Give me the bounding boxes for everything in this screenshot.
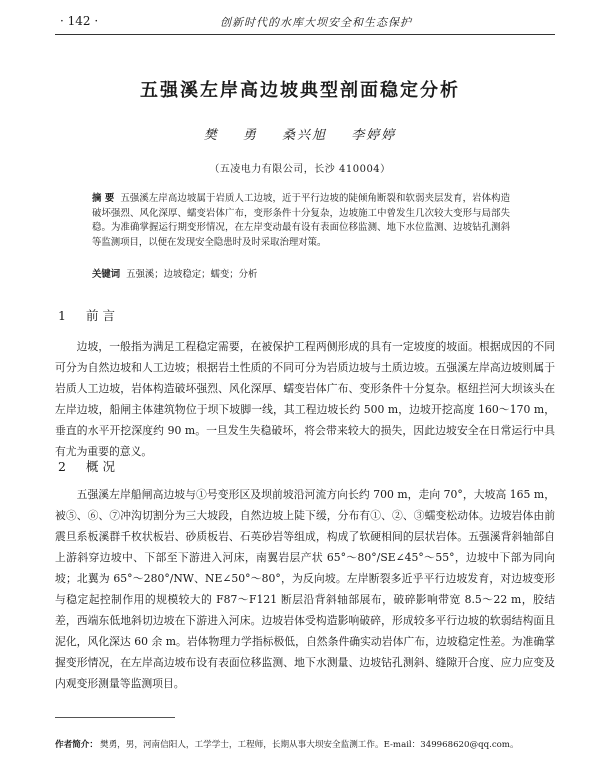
keywords-label: 关键词 xyxy=(92,269,121,280)
section-paragraph: 五强溪左岸船闸高边坡与①号变形区及坝前坡沿河流方向长约 700 m，走向 70°，大坡高 165 m，被⑤、⑥、⑦冲沟切割分为三大坡段，自然边坡上陡下缓，分布有①、②、③蠕变松动体。边坡岩体由前震旦系板溪群千枚状板岩、砂质板岩、石英砂岩等组成，构成了软硬相间的层状岩体。五强溪背斜轴部自上游斜穿边坡中、下部至下游进入河床，南翼岩层产状 65°～80°/SE∠45°～55°，边坡中下部为同向坡；北翼为 65°～280°/NW、NE∠50°～80°，为反向坡。左岸断裂多近乎平行边坡发育，对边坡变形与稳定起控制作用的规模较大的 F87～F121 断层沿背斜轴部展布，破碎影响带宽 8.5～22 m，胶结差，西端东低地斜切边坡在下游进入河床。边坡岩体受构造影响破碎，形成较多平行边坡的软弱结构面且泥化，风化深达 60 余 m。岩体物理力学指标极低，自然条件确实动岩体广布，边坡稳定性差。为准确掌握变形情况，在左岸高边坡布设有表面位移监测、地下水测量、边坡钻孔测斜、缝隙开合度、应力应变及内观变形测量等监测项目。 xyxy=(55,488,555,690)
abstract xyxy=(92,192,510,250)
page-number: · 142 · xyxy=(60,14,99,28)
footnote-text: 樊勇，男，河南信阳人，工学学士，工程师，长期从事大坝安全监测工作。E-mail：349968620@qq.com。 xyxy=(99,740,519,750)
abstract-text: 五强溪左岸高边坡属于岩质人工边坡，近于平行边坡的陡倾角断裂和软弱夹层发育，岩体构造破坏强烈、风化深厚、蠕变岩体广布，变形条件十分复杂，边坡施工中曾发生几次较大变形与局部失稳。为准确掌握运行期变形情况，在左岸变动最有设有表面位移监测、地下水位监测、边坡钻孔测斜等监测项目，以便在发现安全隐患时及时采取治理对策。 xyxy=(92,193,510,248)
section-title: 前 言 xyxy=(86,308,115,323)
keywords xyxy=(92,266,510,280)
author-footnote xyxy=(55,738,555,750)
section-number: 1 xyxy=(58,308,66,323)
section-paragraph: 边坡，一般指为满足工程稳定需要，在被保护工程两侧形成的具有一定坡度的坡面。根据成因的不同可分为自然边坡和人工边坡；根据岩土性质的不同可分为岩质边坡与土质边坡。五强溪左岸高边坡则属于岩质人工边坡，岩体构造破坏强烈、风化深厚、蠕变岩体广布、变形条件十分复杂。枢纽拦河大坝该头在左岸边坡，船闸主体建筑物位于坝下坡脚一线，其工程边坡长约 500 m，边坡开挖高度 160～170 m，垂直的水平开挖深度约 90 m。一旦发生失稳破坏，将会带来较大的损失，因此边坡安全在日常运行中具有尤为重要的意义。 xyxy=(55,340,555,458)
affiliation: （五凌电力有限公司，长沙 410004） xyxy=(209,164,391,175)
section-heading xyxy=(58,457,115,475)
footnote-label: 作者简介： xyxy=(55,740,98,750)
section-title: 概 况 xyxy=(86,459,115,474)
section-number: 2 xyxy=(58,459,66,474)
authors: 樊 勇 桑兴旭 李婷婷 xyxy=(203,128,397,143)
keywords-text: 五强溪；边坡稳定；蠕变；分析 xyxy=(126,269,258,280)
running-header: 创新时代的水库大坝安全和生态保护 xyxy=(220,16,412,29)
abstract-label: 摘 要 xyxy=(92,193,115,204)
section-heading xyxy=(58,306,115,324)
header-rule xyxy=(55,34,555,35)
paper-title: 五强溪左岸高边坡典型剖面稳定分析 xyxy=(140,80,460,101)
footnote-rule xyxy=(55,717,175,718)
